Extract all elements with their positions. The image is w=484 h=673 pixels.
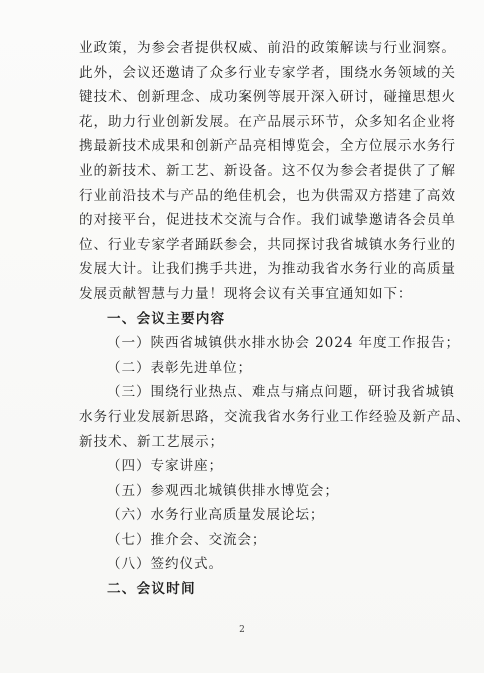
text-line: 花，助力行业创新发展。在产品展示环节，众多知名企业将 [79,113,456,130]
text-line: 业政策，为参会者提供权威、前沿的政策解读与行业洞察。 [79,40,456,56]
text-line: 新技术、新工艺展示； [79,433,224,450]
text-line: 发展贡献智慧与力量！现将会议有关事宜通知如下： [79,285,413,302]
text-line: （一）陕西省城镇供水排水协会 2024 年度工作报告； [107,335,461,352]
section-heading: 二、会议时间 [107,581,196,598]
text-line: （三）围绕行业热点、难点与痛点问题，研讨我省城镇 [107,384,455,401]
text-line: 键技术、创新理念、成功案例等展开深入研讨，碰撞思想火 [79,89,456,106]
text-line: （四）专家讲座； [107,458,223,475]
text-line: （七）推介会、交流会； [107,531,267,548]
text-line: 业的新技术、新工艺、新设备。这不仅为参会者提供了了解 [79,162,456,179]
text-line: 发展大计。让我们携手共进，为推动我省水务行业的高质量 [79,261,456,278]
text-line: 位、行业专家学者踊跃参会，共同探讨我省城镇水务行业的 [79,236,456,253]
text-line: （五）参观西北城镇供排水博览会； [107,482,339,499]
text-line: 此外，会议还邀请了众多行业专家学者，围绕水务领域的关 [79,64,456,81]
text-line: （八）签约仪式。 [107,556,223,573]
page-number: 2 [239,625,245,635]
text-line: 行业前沿技术与产品的绝佳机会，也为供需双方搭建了高效 [79,187,456,204]
text-line: 水务行业发展新思路，交流我省水务行业工作经验及新产品、 [79,408,471,425]
text-line: （二）表彰先进单位； [107,359,252,376]
text-line: 携最新技术成果和创新产品亮相博览会，全方位展示水务行 [79,138,456,155]
text-line: 的对接平台，促进技术交流与合作。我们诚挚邀请各会员单 [79,212,456,229]
section-heading: 一、会议主要内容 [107,310,226,327]
text-line: （六）水务行业高质量发展论坛； [107,507,325,524]
body-text [79,36,471,602]
